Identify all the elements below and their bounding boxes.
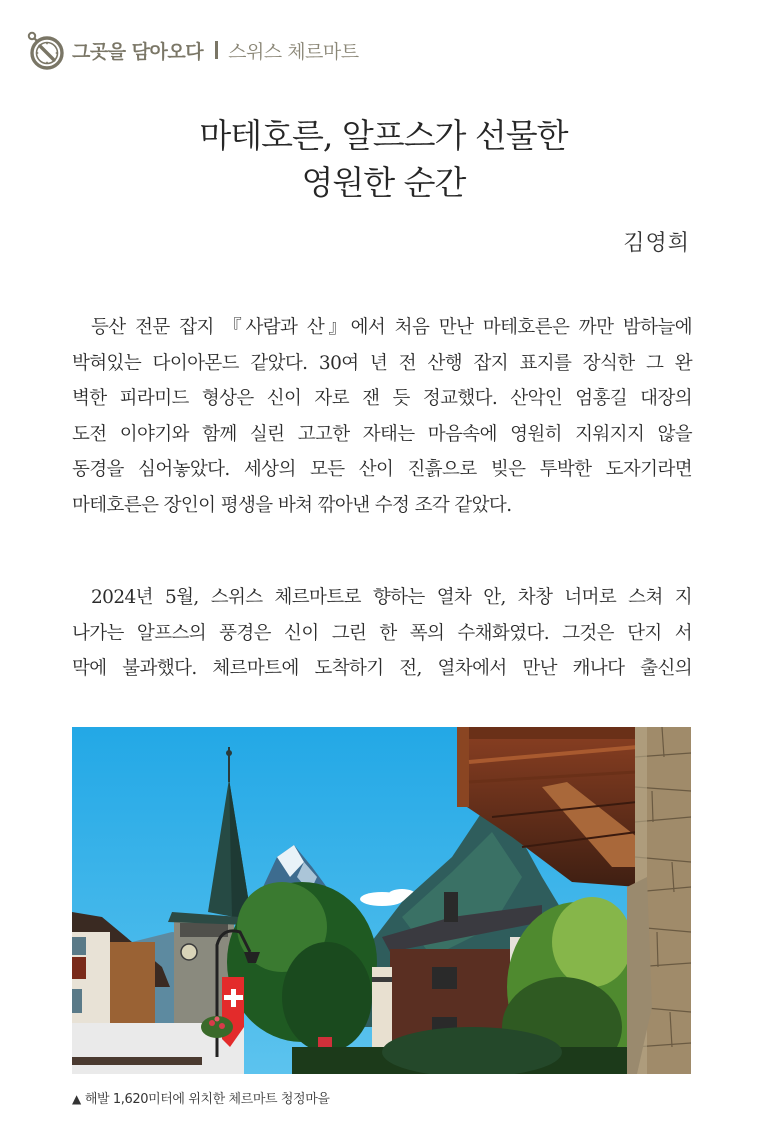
- compass-icon: [24, 29, 66, 71]
- header-divider: [215, 41, 218, 59]
- title-line-2: 영원한 순간: [301, 163, 466, 202]
- paragraph-line: 도전 이야기와 함께 실린 고고한 자태는 마음속에 영원히 지워지지 않을: [72, 423, 692, 445]
- triangle-marker-icon: ▲: [72, 1092, 81, 1106]
- zermatt-photo: [72, 727, 691, 1074]
- paragraph-line: 2024년 5월, 스위스 체르마트로 향하는 열차 안, 차창 너머로 스쳐 지: [91, 587, 692, 608]
- title-line-1: 마테호른, 알프스가 선물한: [199, 116, 568, 155]
- paragraph-line: 등산 전문 잡지 『사람과 산』에서 처음 만난 마테호른은 까만 밤하늘에: [91, 317, 692, 338]
- author-name: 김영희: [623, 231, 690, 256]
- photo-illustration: [72, 727, 691, 1074]
- section-label: 그곳을 담아오다: [72, 40, 204, 63]
- paragraph-line: 나가는 알프스의 풍경은 신이 그린 한 폭의 수채화였다. 그것은 단지 서: [72, 622, 692, 644]
- paragraph-line: 벽한 피라미드 형상은 신이 자로 잰 듯 정교했다. 산악인 엄홍길 대장의: [72, 388, 692, 409]
- paragraph-2: [72, 580, 692, 687]
- paragraph-line: 동경을 심어놓았다. 세상의 모든 산이 진흙으로 빚은 투박한 도자기라면: [72, 459, 692, 480]
- article-title: [0, 112, 767, 206]
- paragraph-line: 막에 불과했다. 체르마트에 도착하기 전, 열차에서 만난 캐나다 출신의: [72, 658, 692, 679]
- paragraph-1: [72, 310, 692, 523]
- section-header: [24, 30, 359, 70]
- location-label: 스위스 체르마트: [228, 40, 359, 63]
- paragraph-line: 마테호른은 장인이 평생을 바쳐 깎아낸 수정 조각 같았다.: [72, 494, 512, 516]
- caption-text: 해발 1,620미터에 위치한 체르마트 청정마을: [84, 1092, 330, 1107]
- photo-caption: [72, 1088, 330, 1107]
- paragraph-line: 박혀있는 다이아몬드 같았다. 30여 년 전 산행 잡지 표지를 장식한 그 완: [72, 352, 692, 374]
